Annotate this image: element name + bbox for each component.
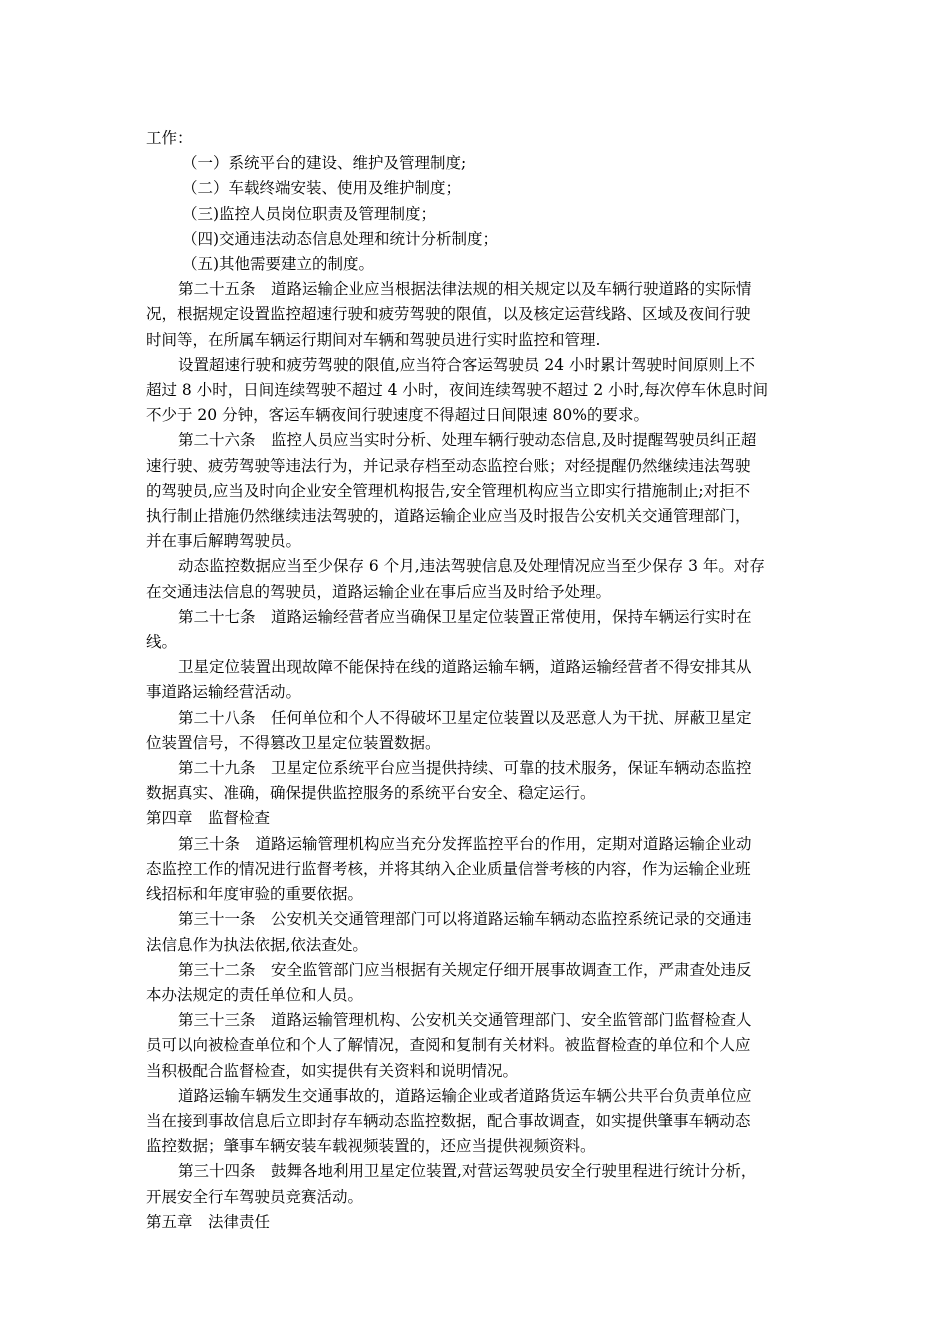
- text-line: 在交通违法信息的驾驶员，道路运输企业在事后应当及时给予处理。: [146, 582, 612, 601]
- list-item: （四)交通违法动态信息处理和统计分析制度；: [182, 229, 499, 248]
- chapter-heading: 第四章 监督检查: [146, 809, 271, 828]
- text-line: 时间等，在所属车辆运行期间对车辆和驾驶员进行实时监控和管理.: [146, 330, 601, 349]
- article-29-line: 第二十九条 卫星定位系统平台应当提供持续、可靠的技术服务，保证车辆动态监控: [178, 759, 752, 778]
- text-line: 速行驶、疲劳驾驶等违法行为，并记录存档至动态监控台账；对经提醒仍然继续违法驾驶: [146, 456, 751, 475]
- text-line: 当积极配合监督检查，如实提供有关资料和说明情况。: [146, 1061, 519, 1080]
- text-line: 数据真实、准确，确保提供监控服务的系统平台安全、稳定运行。: [146, 784, 596, 803]
- article-33-line: 第三十三条 道路运输管理机构、公安机关交通管理部门、安全监管部门监督检查人: [178, 1011, 752, 1030]
- article-31-line: 第三十一条 公安机关交通管理部门可以将道路运输车辆动态监控系统记录的交通违: [178, 910, 752, 929]
- paragraph-start-line: 动态监控数据应当至少保存 6 个月,违法驾驶信息及处理情况应当至少保存 3 年。对存: [178, 557, 765, 576]
- text-line: 本办法规定的责任单位和人员。: [146, 985, 364, 1004]
- article-27-line: 第二十七条 道路运输经营者应当确保卫星定位装置正常使用，保持车辆运行实时在: [178, 607, 752, 626]
- text-line: 态监控工作的情况进行监督考核，并将其纳入企业质量信誉考核的内容，作为运输企业班: [146, 859, 751, 878]
- list-item: （二）车载终端安装、使用及维护制度；: [182, 179, 462, 198]
- article-28-line: 第二十八条 任何单位和个人不得破坏卫星定位装置以及恶意人为干扰、屏蔽卫星定: [178, 708, 752, 727]
- paragraph-start-line: 道路运输车辆发生交通事故的，道路运输企业或者道路货运车辆公共平台负责单位应: [178, 1086, 752, 1105]
- article-34-line: 第三十四条 鼓舞各地利用卫星定位装置,对营运驾驶员安全行驶里程进行统计分析，: [178, 1162, 757, 1181]
- text-line: 位装置信号，不得篡改卫星定位装置数据。: [146, 733, 441, 752]
- text-line: 开展安全行车驾驶员竞赛活动。: [146, 1187, 364, 1206]
- paragraph-start-line: 设置超速行驶和疲劳驾驶的限值,应当符合客运驾驶员 24 小时累计驾驶时间原则上不: [178, 355, 756, 374]
- text-line: 法信息作为执法依据,依法查处。: [146, 935, 368, 954]
- text-line: 线。: [146, 633, 178, 652]
- article-26-line: 第二十六条 监控人员应当实时分析、处理车辆行驶动态信息,及时提醒驾驶员纠正超: [178, 431, 757, 450]
- document-page: [146, 126, 810, 1235]
- text-line: 线招标和年度审验的重要依据。: [146, 885, 364, 904]
- text-line: 监控数据；肇事车辆安装车载视频装置的，还应当提供视频资料。: [146, 1137, 596, 1156]
- text-line: 并在事后解聘驾驶员。: [146, 532, 302, 551]
- article-30-line: 第三十条 道路运输管理机构应当充分发挥监控平台的作用，定期对道路运输企业动: [178, 834, 752, 853]
- text-line: 况，根据规定设置监控超速行驶和疲劳驾驶的限值，以及核定运营线路、区域及夜间行驶: [146, 305, 751, 324]
- text-line: 超过 8 小时，日间连续驾驶不超过 4 小时，夜间连续驾驶不超过 2 小时,每次停车休息时间: [146, 381, 769, 400]
- chapter-heading: 第五章 法律责任: [146, 1212, 271, 1231]
- text-line: 工作：: [146, 129, 193, 147]
- article-32-line: 第三十二条 安全监管部门应当根据有关规定仔细开展事故调查工作，严肃查处违反: [178, 960, 752, 979]
- list-item: （一）系统平台的建设、维护及管理制度;: [182, 154, 467, 173]
- text-line: 员可以向被检查单位和个人了解情况，查阅和复制有关材料。被监督检查的单位和个人应: [146, 1036, 751, 1055]
- text-line: 的驾驶员,应当及时向企业安全管理机构报告,安全管理机构应当立即实行措施制止;对拒不: [146, 481, 751, 500]
- text-line: 执行制止措施仍然继续违法驾驶的，道路运输企业应当及时报告公安机关交通管理部门，: [146, 507, 751, 526]
- text-line: 事道路运输经营活动。: [146, 683, 302, 702]
- article-25-line: 第二十五条 道路运输企业应当根据法律法规的相关规定以及车辆行驶道路的实际情: [178, 280, 752, 299]
- list-item: （五)其他需要建立的制度。: [182, 255, 375, 274]
- text-line: 当在接到事故信息后立即封存车辆动态监控数据，配合事故调查，如实提供肇事车辆动态: [146, 1111, 751, 1130]
- text-line: 不少于 20 分钟，客运车辆夜间行驶速度不得超过日间限速 80%的要求。: [146, 406, 649, 425]
- paragraph-start-line: 卫星定位装置出现故障不能保持在线的道路运输车辆，道路运输经营者不得安排其从: [178, 658, 752, 677]
- list-item: （三)监控人员岗位职责及管理制度；: [182, 204, 437, 223]
